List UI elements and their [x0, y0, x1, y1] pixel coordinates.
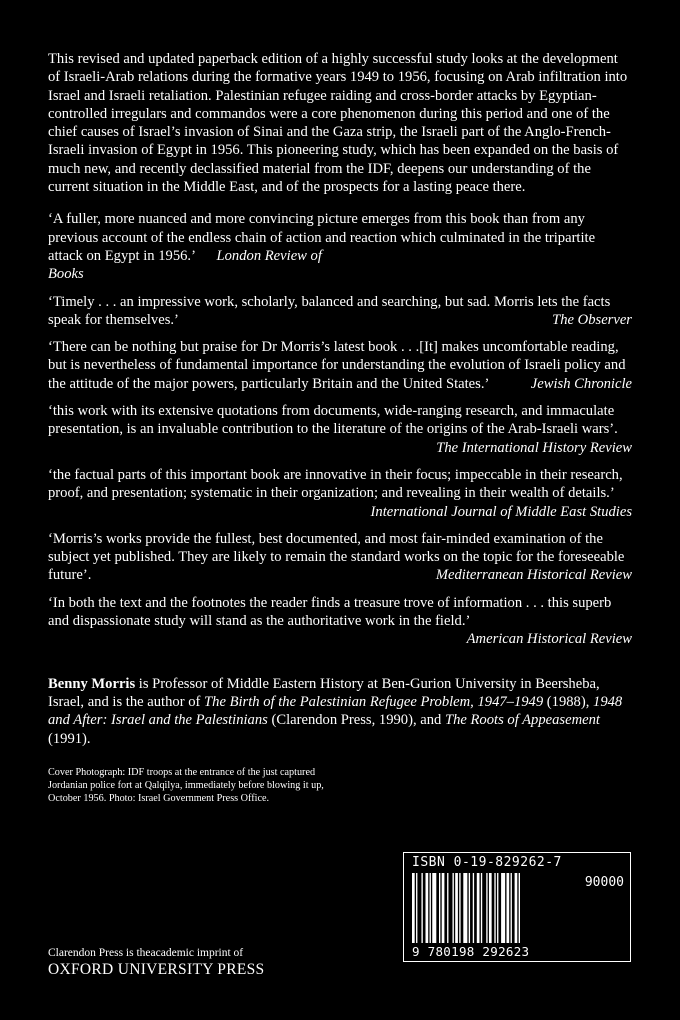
barcode-bar	[412, 873, 415, 943]
barcode-bar	[432, 873, 436, 943]
author-bio-text: (Clarendon Press, 1990), and	[267, 712, 445, 729]
barcode-bar	[486, 873, 487, 943]
author-bio-text: (1991).	[48, 730, 91, 747]
author-book-title: The Roots of Appeasement	[444, 712, 600, 729]
author-bio	[48, 675, 632, 748]
book-blurb: This revised and updated paperback edition of a highly successful study looks at the development of Israeli-Arab relations during the formative years 1949 to 1956, focusing on Arab infiltration into Israel and Israeli retaliation. Palestinian refugee raiding and cross-border attacks by Egyptian-controlled irregulars and commandos were a core phenomenon during this period and one of the chief causes of Israel’s invasion of Sinai and the Gaza strip, the Israeli part of the Anglo-French-Israeli invasion of Egypt in 1956. This pioneering study, which has been expanded on the basis of much new, and recently declassified material from the IDF, deepens our understanding of the current situation in the Middle East, and of the prospects for a lasting peace there.	[48, 51, 628, 196]
barcode-bar	[481, 873, 482, 943]
publisher-imprint-line: Clarendon Press is theacademic imprint of	[48, 947, 244, 959]
author-bio-text: is Professor of Middle Eastern History at Ben-Gurion University in Beersheba, Israel, and is the author of	[48, 675, 600, 710]
barcode-bar	[489, 873, 492, 943]
review-intl-history	[48, 402, 632, 457]
publisher-block	[48, 946, 264, 980]
price-code: 90000	[584, 875, 624, 890]
barcode-bar	[501, 873, 505, 943]
review-ijmes	[48, 466, 632, 521]
barcode-bar	[447, 873, 448, 943]
review-quote: ‘the factual parts of this important book are innovative in their focus; impeccable in their research, proof, and presentation; systematic in their organization; and revealing in their wealth of details.’	[48, 466, 623, 502]
barcode-bar	[515, 873, 518, 943]
barcode-bar	[511, 873, 512, 943]
barcode-bar	[442, 873, 445, 943]
review-quote: ‘In both the text and the footnotes the reader finds a treasure trove of information . . . this superb and dispassionate study will stand as the authoritative work in the field.’	[48, 594, 612, 630]
author-book-title: 1948 and After: Israel and the Palestinians	[48, 693, 623, 729]
review-lrb	[48, 210, 632, 283]
barcode-bar	[463, 873, 467, 943]
barcode-bars	[412, 873, 562, 943]
review-source: The International History Review	[436, 439, 632, 456]
ean-number: 9 780198 292623	[412, 944, 530, 959]
barcode-bar	[421, 873, 422, 943]
author-bio-text: (1988),	[543, 693, 594, 710]
review-quote: ‘Morris’s works provide the fullest, best documented, and most fair-minded examination of the subject yet published. They are likely to remain the standard works on the topic for the foreseeable future’.	[48, 530, 625, 584]
barcode-bar	[453, 873, 454, 943]
review-quote: ‘Timely . . . an impressive work, scholarly, balanced and searching, but sad. Morris lets the facts speak for themselves.’	[48, 293, 611, 328]
barcode-bar	[494, 873, 495, 943]
review-source: International Journal of Middle East Studies	[370, 503, 632, 520]
review-source: American Historical Review	[466, 631, 632, 648]
review-quote: ‘this work with its extensive quotations from documents, wide-ranging research, and immaculate presentation, is an invaluable contribution to the literature of the origins of the Arab-Israeli wars’.	[48, 403, 618, 438]
isbn-barcode	[403, 852, 631, 962]
review-quote: ‘A fuller, more nuanced and more convincing picture emerges from this book than from any previous account of the endless chain of action and reaction which culminated in the tripartite attack on Egypt in 1956.’	[48, 211, 596, 264]
isbn-label: ISBN 0-19-829262-7	[412, 855, 562, 870]
review-source-cont: Books	[48, 266, 84, 283]
barcode-bar	[497, 873, 498, 943]
review-quote: ‘There can be nothing but praise for Dr Morris’s latest book . . .[It] makes uncomfortable reading, but is nevertheless of fundamental importance for understanding the evolution of Israeli policy and the attitude of the major powers, particularly Britain and the United States.’	[48, 339, 626, 392]
barcode-bar	[519, 873, 520, 943]
barcode-bar	[416, 873, 417, 943]
barcode-bar	[473, 873, 474, 943]
review-american-historical	[48, 594, 632, 649]
barcode-bar	[439, 873, 440, 943]
review-observer	[48, 293, 632, 330]
barcode-bar	[507, 873, 510, 943]
author-book-title: The Birth of the Palestinian Refugee Problem, 1947–1949	[204, 693, 544, 710]
barcode-bar	[477, 873, 480, 943]
review-source: Mediterranean Historical Review	[435, 567, 632, 584]
barcode-bar	[459, 873, 460, 943]
barcode-bar	[426, 873, 429, 943]
review-jewish-chronicle	[48, 338, 632, 393]
barcode-bar	[469, 873, 470, 943]
review-mediterranean	[48, 530, 632, 585]
cover-photo-credit: Cover Photograph: IDF troops at the entrance of the just captured Jordanian police fort at Qalqilya, immediately before blowing it up, October 1956. Photo: Israel Government Press Office.	[48, 766, 324, 804]
barcode-bar	[455, 873, 458, 943]
author-name: Benny Morris	[48, 675, 136, 692]
review-source: The Observer	[552, 311, 632, 328]
publisher-name: OXFORD UNIVERSITY PRESS	[48, 961, 265, 978]
review-source: London Review of	[216, 247, 322, 264]
back-cover-text	[48, 50, 632, 815]
review-source: Jewish Chronicle	[530, 375, 632, 392]
barcode-bar	[430, 873, 431, 943]
